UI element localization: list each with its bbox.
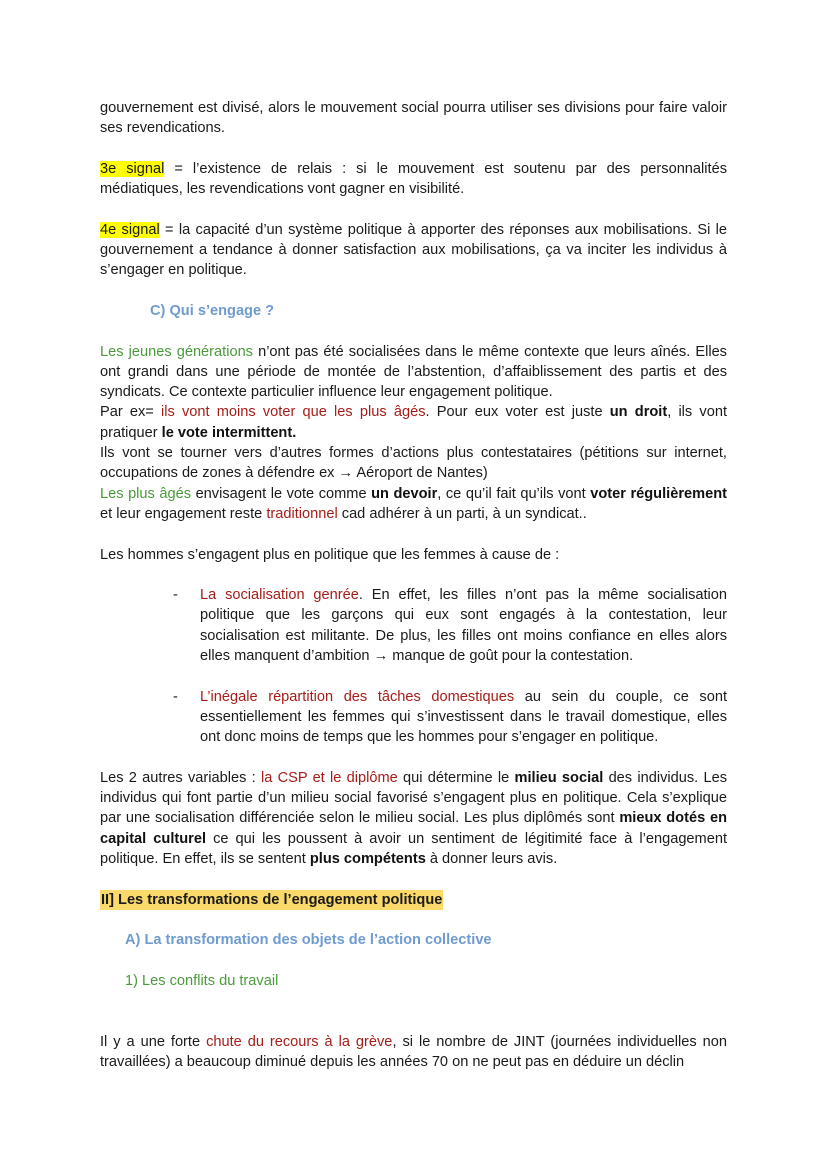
list-item-text: . En effet, les filles n’ont pas la même socialisation politique que les garçons qui eux sont engagés à la contestation, leur socialisation est militante. De plus, les filles ont moins confiance en elles alors elles manquent d’ambition → manque de goût pour la contestation. [200, 587, 728, 665]
moins-voter-term: ils vont moins voter que les plus âgés [161, 404, 426, 421]
csp-text-4: ce qui les poussent à avoir un sentiment de légitimité face à l’engagement politique. En effet, ils se sentent [100, 830, 727, 867]
capital-culturel-term: mieux dotés en capital culturel [100, 810, 727, 847]
csp-text-2: qui détermine le [397, 769, 515, 786]
csp-text-1: Les 2 autres variables : [100, 769, 261, 786]
par-ex-label: Par ex= [100, 404, 162, 421]
paragraph-csp [100, 768, 727, 869]
dash-bullet: - [173, 688, 178, 705]
jeunes-text-4: , ils vont pratiquer [100, 404, 727, 441]
plus-competents-term: plus compétents [309, 850, 426, 867]
ages-text-4: cad adhérer à un parti, à un syndicat.. [337, 505, 587, 522]
traditionnel-term: traditionnel [266, 505, 338, 522]
paragraph-hommes: Les hommes s’engagent plus en politique que les femmes à cause de : [100, 546, 560, 563]
milieu-social-term: milieu social [514, 769, 604, 786]
list-item [100, 687, 727, 748]
plus-ages-term: Les plus âgés [100, 485, 192, 502]
list-item-text: au sein du couple, ce sont essentiellement les femmes qui s’investissent dans le travail domestique, elles ont donc moins de temps que les hommes pour s’engager en politique. [200, 688, 727, 746]
paragraph-par-ex [100, 402, 727, 443]
greve-text-1: Il y a une forte [100, 1033, 207, 1050]
heading-objets-action-collective: A) La transformation des objets de l’action collective [125, 932, 492, 949]
dash-bullet: - [173, 587, 178, 604]
jeunes-text-3: . Pour eux voter est juste [425, 404, 610, 421]
paragraph-signal-4 [100, 220, 727, 281]
chute-greve-term: chute du recours à la grève [206, 1033, 393, 1050]
paragraph-signal-3 [100, 159, 727, 200]
greve-text-2: , si le nombre de JINT (journées individuelles non travaillées) a beaucoup diminué depuis les années 70 on ne peut pas en déduire un déclin [100, 1033, 727, 1070]
list-item [100, 585, 727, 666]
signal-3-label: 3e signal [100, 160, 165, 177]
paragraph-divisions: gouvernement est divisé, alors le mouvement social pourra utiliser ses divisions pour faire valoir ses revendications. [100, 100, 727, 137]
un-droit-term: un droit [609, 404, 668, 421]
signal-4-label: 4e signal [100, 221, 160, 238]
paragraph-greve [100, 1032, 727, 1073]
csp-diplome-term: la CSP et le diplôme [260, 769, 398, 786]
heading-conflits-travail: 1) Les conflits du travail [125, 972, 279, 989]
jeunes-text-1: n’ont pas été socialisées dans le même contexte que leurs aînés. Elles ont grandi dans une période de montée de l’abstention, d’affaiblissement des partis et des syndicats. Ce contexte particulier influence leur engagement politique. [100, 343, 727, 401]
vote-intermittent-term: le vote intermittent. [161, 424, 297, 441]
paragraph-contestataires: Ils vont se tourner vers d’autres formes d’actions plus contestataires (pétitions sur internet, occupations de zones à défendre ex → Aéroport de Nantes) [100, 445, 727, 482]
jeunes-generations-term: Les jeunes générations [100, 343, 253, 360]
ages-text-1: envisagent le vote comme [191, 485, 372, 502]
paragraph-ages [100, 484, 727, 525]
heading-transformations: II] Les transformations de l’engagement politique [100, 890, 443, 910]
ages-text-3: et leur engagement reste [100, 505, 267, 522]
heading-qui-sengage: C) Qui s’engage ? [150, 302, 275, 319]
ages-text-2: , ce qu’il fait qu’ils vont [437, 485, 591, 502]
socialisation-genree-term: La socialisation genrée [200, 587, 359, 604]
repartition-taches-term: L’inégale répartition des tâches domestiques [200, 688, 515, 705]
voter-regulierement-term: voter régulièrement [590, 485, 727, 502]
un-devoir-term: un devoir [371, 485, 438, 502]
paragraph-jeunes [100, 342, 727, 403]
document-page [100, 98, 727, 1072]
csp-text-5: à donner leurs avis. [425, 850, 558, 867]
gender-factors-list [100, 585, 727, 747]
signal-3-text: = l’existence de relais : si le mouvement est soutenu par des personnalités médiatiques, les revendications vont gagner en visibilité. [100, 160, 727, 198]
csp-text-3: des individus. Les individus qui font partie d’un milieu social favorisé s’engagent plus en politique. Cela s’explique par une socialisation différenciée selon le milieu social. Les plus diplômés sont [100, 769, 727, 827]
signal-4-text: = la capacité d’un système politique à apporter des réponses aux mobilisations. Si le gouvernement a tendance à donner satisfaction aux mobilisations, ça va inciter les individus à s’engager en politique. [100, 221, 727, 279]
